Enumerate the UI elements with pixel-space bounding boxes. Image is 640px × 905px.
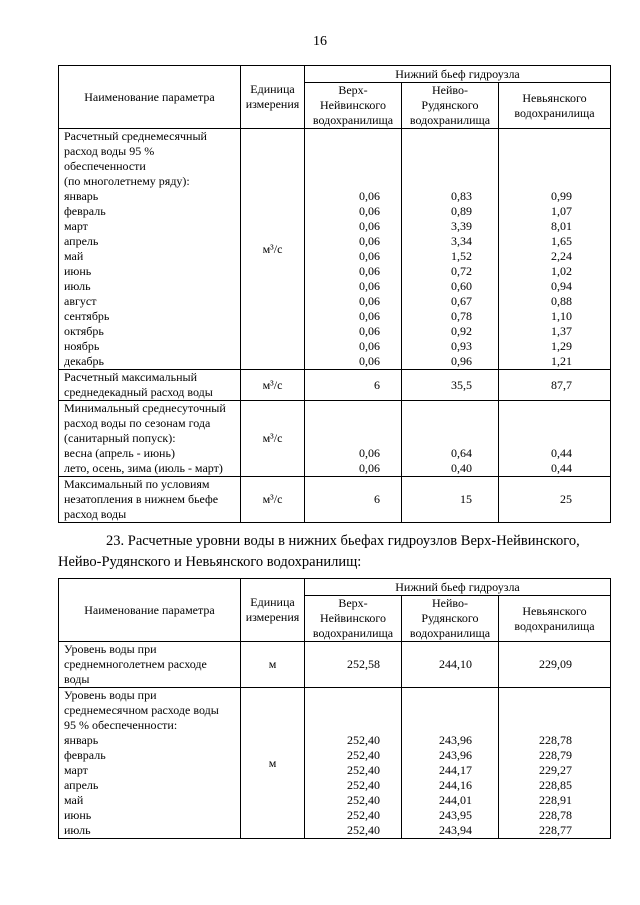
value: 0,06 (359, 234, 380, 248)
value: 244,10 (439, 657, 472, 671)
value-cell-c3 (499, 370, 611, 401)
value: 3,34 (451, 234, 472, 248)
value-cell-c3 (499, 642, 611, 688)
value: 244,01 (439, 793, 472, 807)
value: 252,58 (347, 657, 380, 671)
value: 252,40 (347, 763, 380, 777)
value: 25 (560, 492, 572, 506)
unit-value: м (268, 755, 277, 770)
parameter-line: среднедекадный расход воды (64, 385, 213, 399)
value (305, 703, 401, 718)
unit-cell (241, 688, 305, 839)
value: 0,44 (551, 461, 572, 475)
table-row (59, 642, 611, 688)
value-cell-c3 (499, 129, 611, 370)
value: 6 (374, 377, 380, 392)
parameter-line: Расчетный максимальный (64, 370, 198, 384)
parameter-line: апрель (64, 234, 99, 248)
unit-value: м³/с (262, 492, 283, 506)
value: 0,06 (359, 249, 380, 263)
parameter-line: апрель (64, 778, 99, 792)
value: 229,09 (539, 657, 572, 671)
unit-cell (241, 370, 305, 401)
value (499, 703, 610, 718)
value-cell-c3 (499, 688, 611, 839)
parameter-line: июнь (64, 264, 92, 278)
value-cell-c3 (499, 401, 611, 477)
value (402, 129, 498, 144)
value: 0,96 (451, 354, 472, 368)
parameter-line: среднемесячном расходе воды (64, 703, 219, 717)
value: 0,44 (551, 446, 572, 460)
value: 0,06 (359, 189, 380, 203)
value-cell-c1 (305, 401, 402, 477)
value (499, 129, 610, 144)
parameter-line: май (64, 793, 84, 807)
table-row (59, 401, 611, 477)
parameter-line: 95 % обеспеченности: (64, 718, 178, 732)
unit-value: м³/с (262, 431, 283, 445)
parameter-line: декабрь (64, 354, 104, 368)
value (499, 416, 610, 431)
value: 228,78 (539, 808, 572, 822)
parameter-line: май (64, 249, 84, 263)
header-group: Нижний бьеф гидроузла (305, 66, 611, 83)
value (402, 688, 498, 703)
value: 228,77 (539, 823, 572, 837)
value: 0,06 (359, 446, 380, 460)
value: 244,16 (439, 778, 472, 792)
value-cell-c1 (305, 688, 402, 839)
value: 0,60 (451, 279, 472, 293)
parameter-line: расход воды по сезонам года (64, 416, 211, 430)
discharge-table (58, 65, 611, 523)
parameter-name (59, 642, 241, 688)
value: 0,06 (359, 219, 380, 233)
unit-value: м³/с (262, 241, 283, 256)
parameter-line: март (64, 219, 88, 233)
value: 0,64 (451, 446, 472, 460)
parameter-line: обеспеченности (64, 159, 146, 173)
value (305, 174, 401, 189)
parameter-line: март (64, 763, 88, 777)
header-param: Наименование параметра (59, 66, 241, 129)
value: 0,78 (451, 309, 472, 323)
value: 35,5 (451, 377, 472, 392)
value: 228,78 (539, 733, 572, 747)
value: 0,93 (451, 339, 472, 353)
header-col-neyvo-rudyansk: Нейво- Рудянского водохранилища (402, 596, 499, 642)
value: 6 (374, 492, 380, 506)
value: 0,67 (451, 294, 472, 308)
value (402, 718, 498, 733)
parameter-line: февраль (64, 748, 106, 762)
value: 0,06 (359, 294, 380, 308)
value: 229,27 (539, 763, 572, 777)
value (402, 416, 498, 431)
value: 228,91 (539, 793, 572, 807)
table-row (59, 129, 611, 370)
value-cell-c2 (402, 688, 499, 839)
parameter-line: июль (64, 823, 91, 837)
parameter-line: среднемноголетнем расходе (64, 657, 207, 671)
value: 252,40 (347, 778, 380, 792)
value: 228,85 (539, 778, 572, 792)
parameter-line: сентябрь (64, 309, 110, 323)
value: 252,40 (347, 733, 380, 747)
unit-cell (241, 477, 305, 523)
header-unit: Единица измерения (241, 579, 305, 642)
value: 15 (460, 492, 472, 506)
value: 243,95 (439, 808, 472, 822)
table-row (59, 477, 611, 523)
header-group: Нижний бьеф гидроузла (305, 579, 611, 596)
value (305, 688, 401, 703)
value: 1,07 (551, 204, 572, 218)
parameter-line: ноябрь (64, 339, 100, 353)
paragraph-line-2: Нейво-Рудянского и Невьянского водохранилищ: (58, 554, 362, 570)
parameter-line: расход воды (64, 507, 127, 521)
section-23-paragraph (58, 531, 610, 573)
value-cell-c2 (402, 129, 499, 370)
header-col-verkh-neyvinsk: Верх- Нейвинского водохранилища (305, 83, 402, 129)
value: 0,06 (359, 354, 380, 368)
value: 1,65 (551, 234, 572, 248)
table-row (59, 688, 611, 839)
value: 3,39 (451, 219, 472, 233)
value: 87,7 (551, 377, 572, 392)
value (402, 401, 498, 416)
parameter-line: январь (64, 189, 99, 203)
value (305, 401, 401, 416)
value: 1,21 (551, 354, 572, 368)
value-cell-c2 (402, 477, 499, 523)
value-cell-c1 (305, 642, 402, 688)
parameter-name (59, 129, 241, 370)
value: 0,06 (359, 279, 380, 293)
value: 0,40 (451, 461, 472, 475)
value (305, 431, 401, 446)
parameter-line: (по многолетнему ряду): (64, 174, 190, 188)
value: 0,94 (551, 279, 572, 293)
unit-cell (241, 129, 305, 370)
value (499, 174, 610, 189)
header-col-nevyansk: Невьянского водохранилища (499, 83, 611, 129)
page-number: 16 (313, 34, 327, 49)
value-cell-c1 (305, 370, 402, 401)
value: 1,10 (551, 309, 572, 323)
value (402, 431, 498, 446)
unit-value: м (268, 657, 277, 671)
value-cell-c3 (499, 477, 611, 523)
value: 0,88 (551, 294, 572, 308)
parameter-name (59, 477, 241, 523)
table-row (59, 370, 611, 401)
water-levels-table (58, 578, 611, 839)
value (305, 144, 401, 159)
value: 8,01 (551, 219, 572, 233)
value: 252,40 (347, 748, 380, 762)
value: 0,89 (451, 204, 472, 218)
value (499, 144, 610, 159)
value (499, 431, 610, 446)
value-cell-c1 (305, 129, 402, 370)
header-col-neyvo-rudyansk: Нейво- Рудянского водохранилища (402, 83, 499, 129)
value: 1,52 (451, 249, 472, 263)
parameter-line: Уровень воды при (64, 688, 157, 702)
parameter-line: июль (64, 279, 91, 293)
parameter-line: февраль (64, 204, 106, 218)
parameter-line: октябрь (64, 324, 104, 338)
parameter-line: Максимальный по условиям (64, 477, 210, 491)
header-unit: Единица измерения (241, 66, 305, 129)
value (499, 401, 610, 416)
value (402, 144, 498, 159)
value: 0,06 (359, 324, 380, 338)
value-cell-c1 (305, 477, 402, 523)
value: 228,79 (539, 748, 572, 762)
value-cell-c2 (402, 642, 499, 688)
parameter-line: незатопления в нижнем бьефе (64, 492, 219, 506)
parameter-line: (санитарный попуск): (64, 431, 176, 445)
unit-cell (241, 642, 305, 688)
value (305, 159, 401, 174)
value (499, 718, 610, 733)
paragraph-line-1: 23. Расчетные уровни воды в нижних бьефах гидроузлов Верх-Нейвинского, (106, 533, 580, 549)
value: 243,96 (439, 748, 472, 762)
value: 0,06 (359, 339, 380, 353)
value: 0,99 (551, 189, 572, 203)
header-col-nevyansk: Невьянского водохранилища (499, 596, 611, 642)
header-param: Наименование параметра (59, 579, 241, 642)
value: 0,06 (359, 461, 380, 475)
value (499, 159, 610, 174)
parameter-line: расход воды 95 % (64, 144, 155, 158)
value: 0,83 (451, 189, 472, 203)
value: 252,40 (347, 823, 380, 837)
value (402, 159, 498, 174)
parameter-line: Расчетный среднемесячный (64, 129, 207, 143)
value: 1,37 (551, 324, 572, 338)
value: 2,24 (551, 249, 572, 263)
value: 252,40 (347, 808, 380, 822)
parameter-line: Уровень воды при (64, 642, 157, 656)
value: 1,29 (551, 339, 572, 353)
value (305, 416, 401, 431)
value (402, 174, 498, 189)
value (305, 129, 401, 144)
parameter-name (59, 688, 241, 839)
parameter-line: Минимальный среднесуточный (64, 401, 226, 415)
parameter-line: июнь (64, 808, 92, 822)
unit-cell (241, 401, 305, 477)
unit-value: м³/с (262, 377, 283, 392)
value: 243,96 (439, 733, 472, 747)
value: 0,06 (359, 309, 380, 323)
parameter-name (59, 401, 241, 477)
value: 1,02 (551, 264, 572, 278)
value-cell-c2 (402, 401, 499, 477)
value (499, 688, 610, 703)
value: 243,94 (439, 823, 472, 837)
parameter-line: январь (64, 733, 99, 747)
value: 244,17 (439, 763, 472, 777)
header-col-verkh-neyvinsk: Верх- Нейвинского водохранилища (305, 596, 402, 642)
value (305, 718, 401, 733)
value: 252,40 (347, 793, 380, 807)
parameter-line: воды (64, 672, 90, 686)
value-cell-c2 (402, 370, 499, 401)
value (402, 703, 498, 718)
parameter-line: лето, осень, зима (июль - март) (64, 461, 223, 475)
value: 0,92 (451, 324, 472, 338)
value: 0,06 (359, 204, 380, 218)
parameter-line: весна (апрель - июнь) (64, 446, 175, 460)
value: 0,06 (359, 264, 380, 278)
parameter-line: август (64, 294, 97, 308)
parameter-name (59, 370, 241, 401)
value: 0,72 (451, 264, 472, 278)
